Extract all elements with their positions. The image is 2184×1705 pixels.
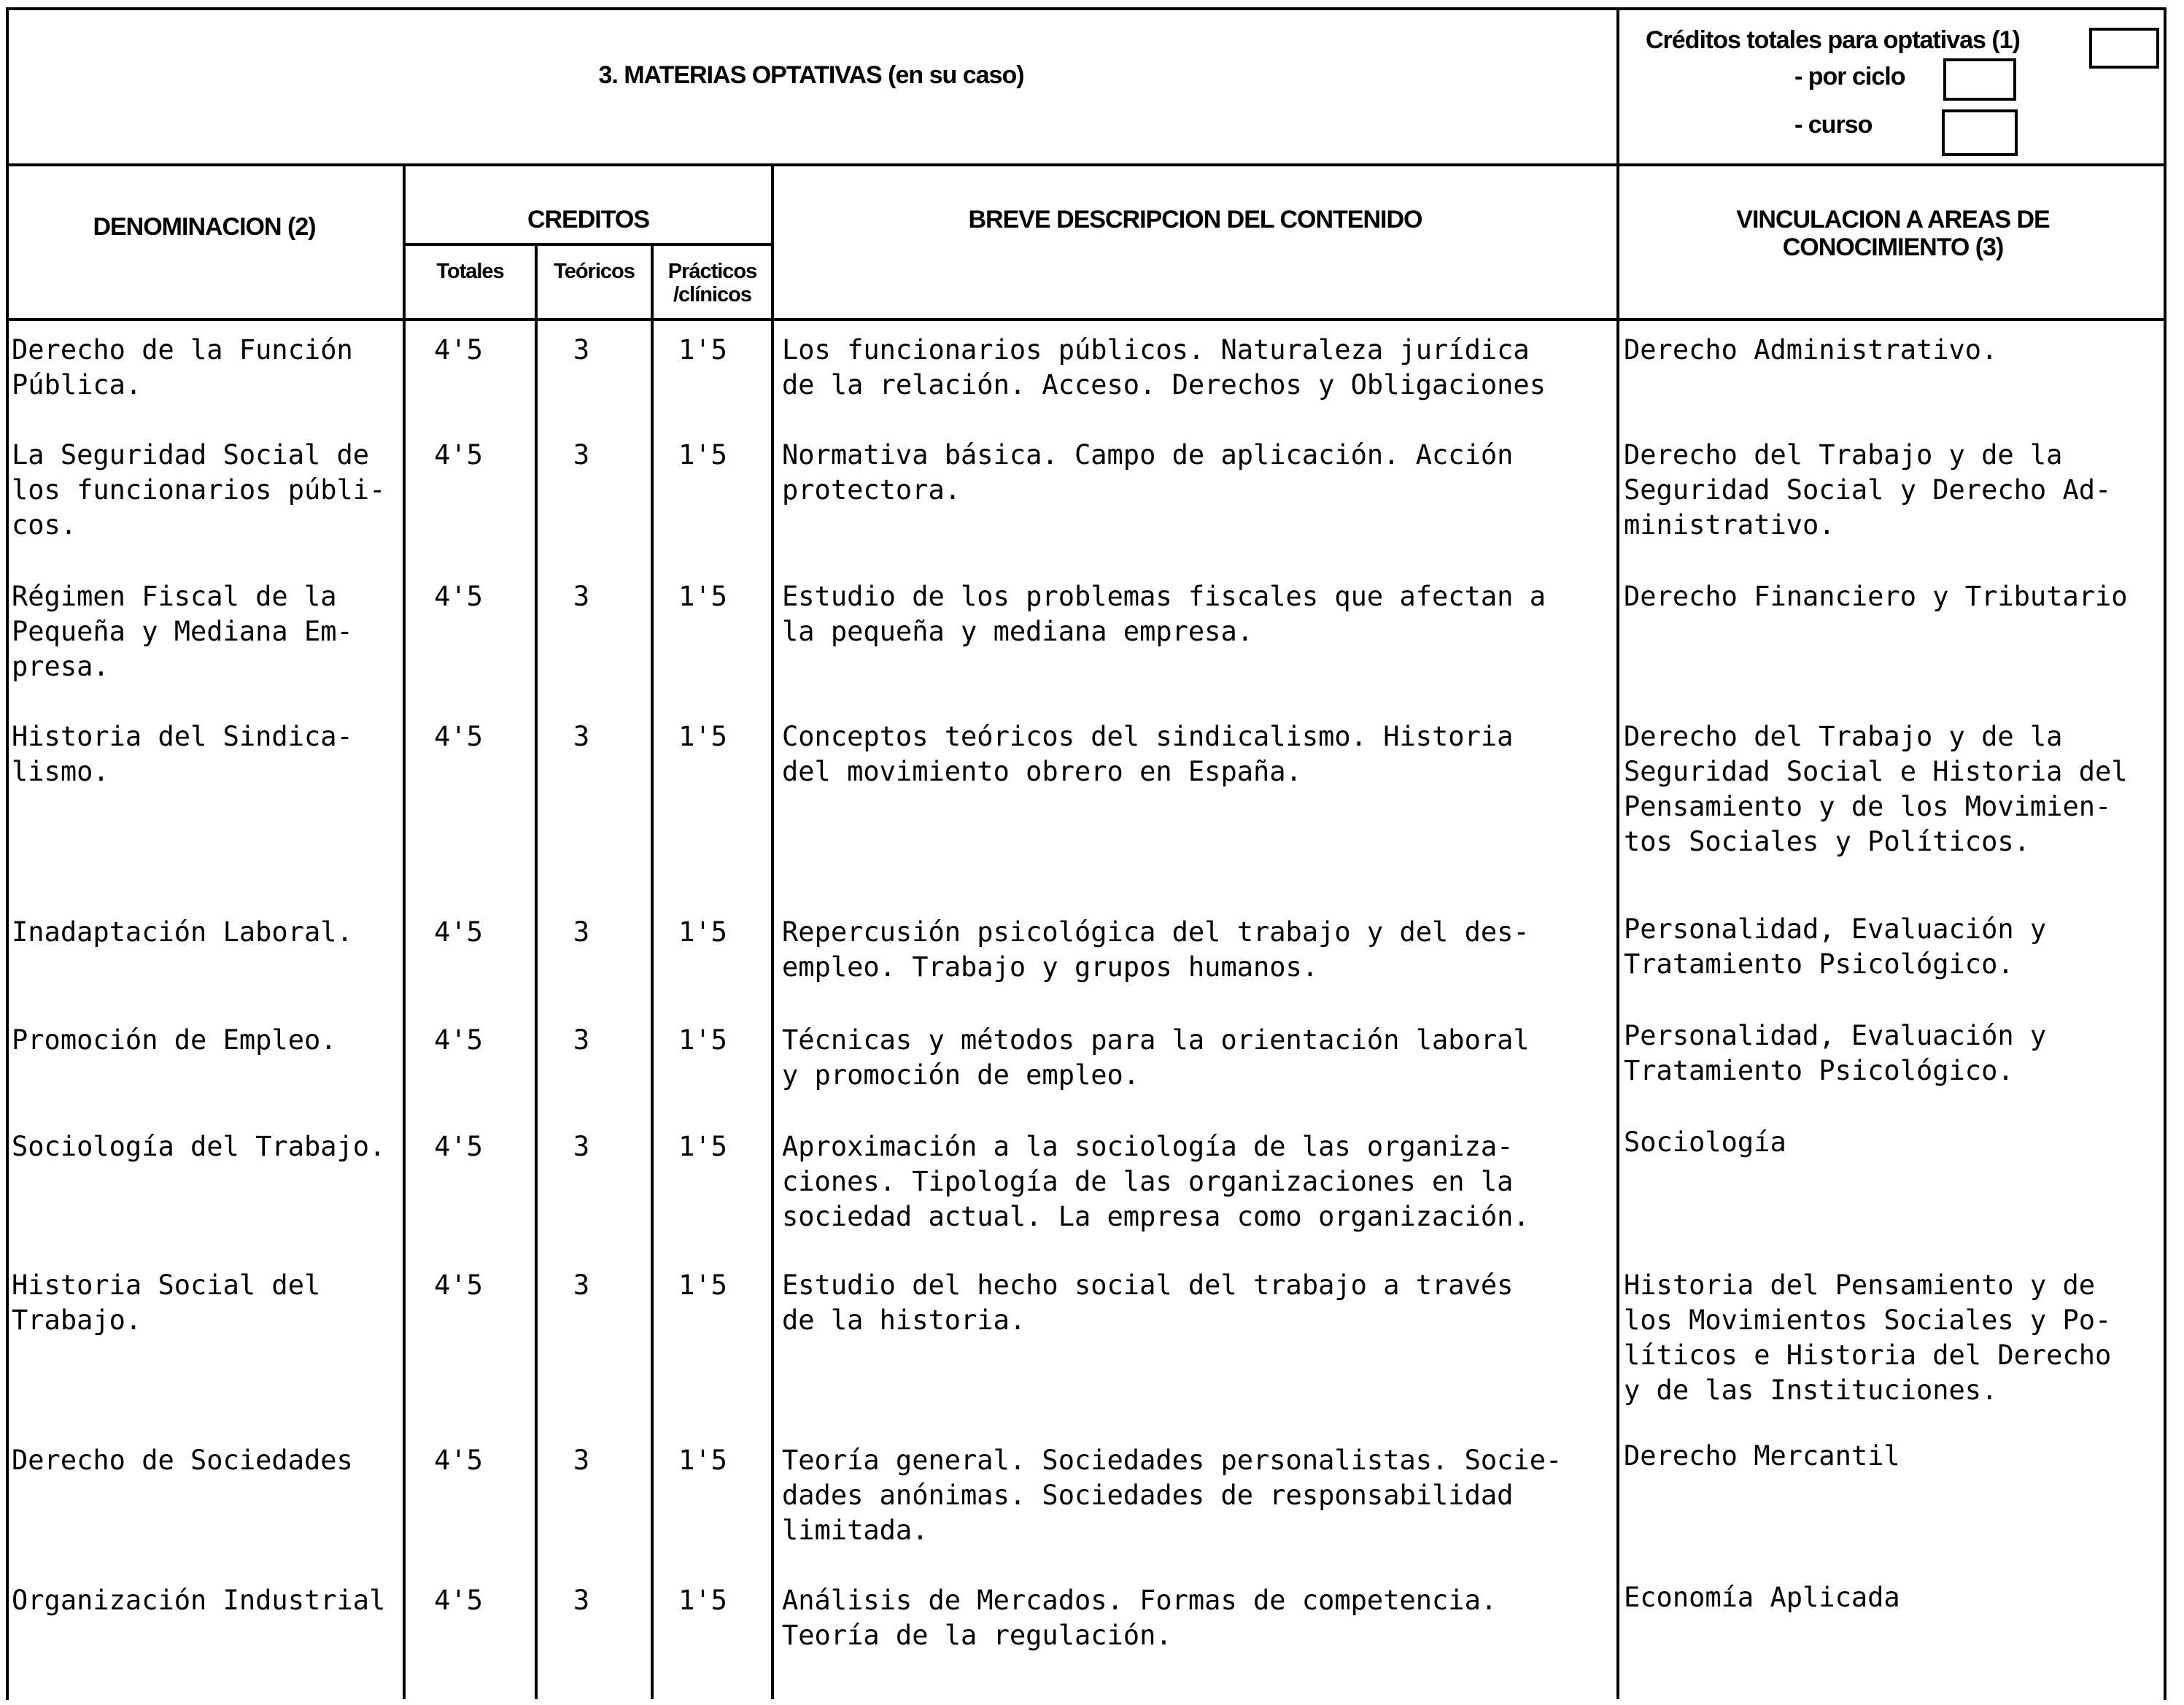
row-practicos: 1'5 xyxy=(678,1131,727,1162)
cycle-credits-label: - por ciclo xyxy=(1794,63,1905,90)
row-denominacion: Organización Industrial xyxy=(12,1585,386,1616)
total-credits-label: Créditos totales para optativas (1) xyxy=(1646,26,2020,54)
creditos-divider xyxy=(404,243,772,246)
col-divider-4 xyxy=(771,163,774,1699)
row-vinculacion: Personalidad, Evaluación y Tratamiento Psicológico. xyxy=(1624,913,2047,980)
row-practicos: 1'5 xyxy=(678,916,727,948)
row-denominacion: Promoción de Empleo. xyxy=(12,1024,337,1056)
row-totales: 4'5 xyxy=(434,1269,483,1301)
row-vinculacion: Derecho Administrativo. xyxy=(1624,334,1998,366)
row-vinculacion: Sociología xyxy=(1624,1126,1786,1158)
row-descripcion: Estudio de los problemas fiscales que afectan a la pequeña y mediana empresa. xyxy=(782,581,1546,647)
row-vinculacion: Derecho Mercantil xyxy=(1624,1440,1900,1472)
row-practicos: 1'5 xyxy=(678,1024,727,1056)
row-denominacion: Derecho de la Función Pública. xyxy=(12,334,353,401)
row-teoricos: 3 xyxy=(573,1585,590,1616)
row-teoricos: 3 xyxy=(573,439,590,471)
section-title: 3. MATERIAS OPTATIVAS (en su caso) xyxy=(598,61,1024,89)
col-denominacion: DENOMINACION (2) xyxy=(93,213,316,241)
row-totales: 4'5 xyxy=(434,1585,483,1616)
row-teoricos: 3 xyxy=(573,1269,590,1301)
row-teoricos: 3 xyxy=(573,721,590,752)
row-denominacion: La Seguridad Social de los funcionarios públi- cos. xyxy=(12,439,386,541)
row-vinculacion: Economía Aplicada xyxy=(1624,1582,1900,1613)
header-divider xyxy=(6,163,2166,166)
row-teoricos: 3 xyxy=(573,1131,590,1162)
row-descripcion: Estudio del hecho social del trabajo a través de la historia. xyxy=(782,1269,1514,1336)
row-descripcion: Teoría general. Sociedades personalistas. Socie- dades anónimas. Sociedades de responsabilidad limitada. xyxy=(782,1445,1563,1546)
row-descripcion: Análisis de Mercados. Formas de competencia. Teoría de la regulación. xyxy=(782,1585,1498,1651)
row-teoricos: 3 xyxy=(573,1024,590,1056)
row-practicos: 1'5 xyxy=(678,334,727,366)
row-descripcion: Repercusión psicológica del trabajo y del des- empleo. Trabajo y grupos humanos. xyxy=(782,916,1530,983)
row-teoricos: 3 xyxy=(573,916,590,948)
row-descripcion: Aproximación a la sociología de las organiza- ciones. Tipología de las organizaciones en la sociedad actual. La empresa como organización. xyxy=(782,1131,1530,1232)
col-creditos: CREDITOS xyxy=(527,206,650,233)
row-totales: 4'5 xyxy=(434,334,483,366)
row-denominacion: Sociología del Trabajo. xyxy=(12,1131,386,1162)
col-totales: Totales xyxy=(436,260,504,283)
course-credits-box xyxy=(1942,109,2018,156)
row-practicos: 1'5 xyxy=(678,1585,727,1616)
row-totales: 4'5 xyxy=(434,439,483,471)
row-practicos: 1'5 xyxy=(678,439,727,471)
col-vinculacion: VINCULACION A AREAS DE CONOCIMIENTO (3) xyxy=(1736,206,2050,261)
row-descripcion: Conceptos teóricos del sindicalismo. Historia del movimiento obrero en España. xyxy=(782,721,1514,787)
row-teoricos: 3 xyxy=(573,581,590,612)
row-vinculacion: Derecho del Trabajo y de la Seguridad Social e Historia del Pensamiento y de los Movimien- tos Sociales y Políticos. xyxy=(1624,721,2128,857)
total-credits-box xyxy=(2089,28,2159,69)
row-denominacion: Historia Social del Trabajo. xyxy=(12,1269,321,1336)
row-vinculacion: Derecho del Trabajo y de la Seguridad Social y Derecho Ad- ministrativo. xyxy=(1624,439,2112,541)
col-descripcion: BREVE DESCRIPCION DEL CONTENIDO xyxy=(968,206,1422,233)
row-denominacion: Historia del Sindica- lismo. xyxy=(12,721,353,787)
row-teoricos: 3 xyxy=(573,334,590,366)
row-descripcion: Los funcionarios públicos. Naturaleza jurídica de la relación. Acceso. Derechos y Obligaciones xyxy=(782,334,1546,401)
row-totales: 4'5 xyxy=(434,1131,483,1162)
row-practicos: 1'5 xyxy=(678,581,727,612)
row-totales: 4'5 xyxy=(434,1445,483,1476)
row-denominacion: Régimen Fiscal de la Pequeña y Mediana Em- presa. xyxy=(12,581,353,682)
col-teoricos: Teóricos xyxy=(554,260,635,283)
row-vinculacion: Historia del Pensamiento y de los Movimientos Sociales y Po- líticos e Historia del Derecho y de las Instituciones. xyxy=(1624,1269,2112,1406)
row-practicos: 1'5 xyxy=(678,721,727,752)
course-credits-label: - curso xyxy=(1794,111,1873,139)
cycle-credits-box xyxy=(1943,58,2016,101)
row-totales: 4'5 xyxy=(434,721,483,752)
column-header-divider xyxy=(6,318,2166,321)
row-denominacion: Inadaptación Laboral. xyxy=(12,916,353,948)
row-totales: 4'5 xyxy=(434,916,483,948)
row-vinculacion: Derecho Financiero y Tributario xyxy=(1624,581,2128,612)
row-descripcion: Normativa básica. Campo de aplicación. Acción protectora. xyxy=(782,439,1514,506)
row-totales: 4'5 xyxy=(434,1024,483,1056)
row-descripcion: Técnicas y métodos para la orientación laboral y promoción de empleo. xyxy=(782,1024,1530,1091)
row-vinculacion: Personalidad, Evaluación y Tratamiento Psicológico. xyxy=(1624,1020,2047,1086)
row-practicos: 1'5 xyxy=(678,1269,727,1301)
row-totales: 4'5 xyxy=(434,581,483,612)
row-denominacion: Derecho de Sociedades xyxy=(12,1445,353,1476)
col-practicos: Prácticos /clínicos xyxy=(667,260,757,306)
row-teoricos: 3 xyxy=(573,1445,590,1476)
row-practicos: 1'5 xyxy=(678,1445,727,1476)
